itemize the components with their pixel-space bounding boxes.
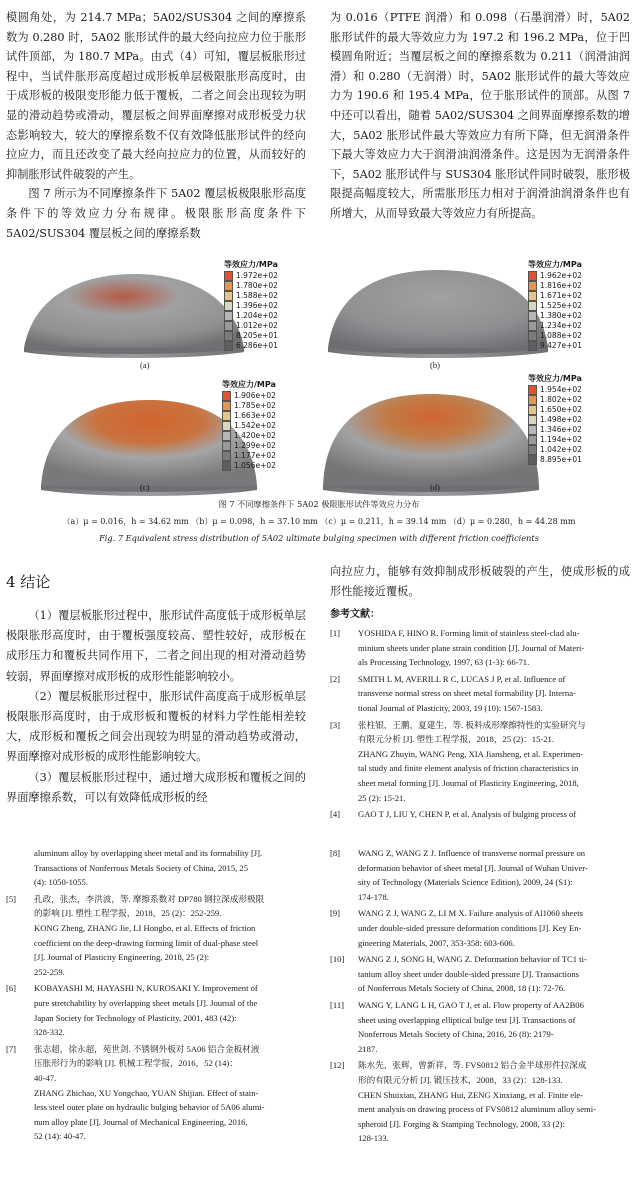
reference-number: [12] — [330, 1060, 345, 1071]
legend-value: 1.056e+02 — [234, 460, 276, 470]
reference-line: aluminum alloy by overlapping sheet metal and its formability [J]. — [34, 848, 263, 858]
legend-swatch — [224, 301, 233, 311]
legend-value: 6.286e+01 — [236, 340, 278, 350]
reference-line: less steel outer plate on hydraulic bulging behavior of 5A06 alumi- — [34, 1102, 265, 1113]
reference-line: 25 (2): 15-21. — [358, 792, 406, 803]
reference-line: 52 (14): 40-47. — [34, 1131, 86, 1142]
reference-number: [9] — [330, 908, 341, 919]
reference-item — [330, 952, 630, 996]
legend-row — [222, 421, 276, 431]
legend-value: 1.671e+02 — [540, 290, 582, 300]
reference-text — [358, 906, 630, 950]
legend-rows-d — [528, 385, 582, 465]
reference-text — [34, 1042, 306, 1144]
reference-line: ZHANG Zhichao, XU Yongchao, YUAN Shijian. Effect of stain- — [34, 1087, 259, 1098]
legend-swatch — [222, 431, 231, 441]
legend-row — [222, 461, 276, 471]
reference-line: YOSHIDA F, HINO R. Forming limit of stainless steel-clad alu- — [358, 628, 580, 638]
reference-item — [330, 1058, 630, 1146]
legend-swatch — [528, 385, 537, 395]
legend-row — [528, 455, 582, 465]
reference-line: 孔政，张杰，李洪波，等. 摩擦系数对 DP780 钢拉深成形极限 — [34, 893, 265, 904]
reference-line: tal study and finite element analysis of friction characteristics in — [358, 763, 579, 774]
reference-line: sheet metal forming [J]. Journal of Plasticity Engineering, 2018, — [358, 777, 579, 788]
reference-line: under double-sided pressure deformation conditions [J]. Key En- — [358, 922, 582, 933]
legend-row — [528, 271, 582, 281]
legend-row — [528, 435, 582, 445]
reference-text — [358, 718, 630, 806]
reference-text — [34, 846, 306, 890]
conclusion-3-continued: 向拉应力，能够有效抑制成形板破裂的产生，使成形板的成形性能接近覆板。 — [330, 565, 630, 598]
reference-number: [11] — [330, 999, 344, 1010]
legend-swatch — [528, 405, 537, 415]
reference-item — [330, 807, 630, 822]
reference-item — [330, 906, 630, 950]
legend-swatch — [224, 321, 233, 331]
reference-line: 张柱银，王鹏，夏建生，等. 板料成形摩擦特性的实验研究与 — [358, 719, 586, 730]
legend-swatch — [528, 425, 537, 435]
reference-line: transverse normal stress on sheet metal formability [J]. Interna- — [358, 688, 576, 699]
panel-a-label: (a) — [140, 360, 150, 370]
legend-value: 1.954e+02 — [540, 384, 582, 394]
legend-row — [222, 391, 276, 401]
legend-value: 9.427e+01 — [540, 340, 582, 350]
reference-item — [330, 718, 630, 806]
legend-value: 1.962e+02 — [540, 270, 582, 280]
legend-c — [222, 380, 276, 471]
legend-swatch — [528, 271, 537, 281]
reference-line: spheroid [J]. Forging & Stamping Technology, 2008, 33 (2): — [358, 1118, 565, 1129]
legend-row — [224, 301, 278, 311]
reference-item — [6, 846, 306, 890]
legend-row — [224, 341, 278, 351]
legend-row — [224, 281, 278, 291]
legend-swatch — [528, 321, 537, 331]
reference-line: SMITH L M, AVERILL R C, LUCAS J P, et al. Influence of — [358, 673, 566, 684]
legend-row — [528, 385, 582, 395]
reference-text — [358, 626, 630, 670]
legend-value: 1.663e+02 — [234, 410, 276, 420]
legend-value: 1.042e+02 — [540, 444, 582, 454]
reference-item — [330, 626, 630, 670]
legend-value: 1.498e+02 — [540, 414, 582, 424]
legend-swatch — [222, 421, 231, 431]
legend-swatch — [528, 395, 537, 405]
reference-number: [2] — [330, 673, 341, 684]
reference-line: 陈水先，张辉，曾新祥，等. FVS0812 铝合金半球形件拉深成 — [358, 1060, 587, 1071]
body-paragraph-3: 为 0.016（PTFE 润滑）和 0.098（石墨润滑）时，5A02 胀形试件的最大等效应力为 197.2 和 196.2 MPa，位于凹模圆角附近；当覆层板之间的摩擦系数为 0.211（润滑油润滑）和 0.280（无润滑）时，5A02 胀形试件的最大等效应力为 190.6 和 195.4 MPa，位于胀形试件的顶部。从图 7 中还可以看出，随着 5A02/SUS304 之间界面摩擦系数的增大，5A02 胀形试件最大等效应力有所下降，但无润滑条件下最大等效应力大于润滑油润滑条件。这是因为无润滑条件下，5A02 胀形试件与 SUS304 胀形试件同时破裂，胀形极限提高幅度较大，所需胀形压力相对于润滑油润滑条件也有所增大，从而导致最大等效应力有所提高。 — [330, 11, 630, 220]
legend-row — [528, 331, 582, 341]
legend-row — [224, 311, 278, 321]
body-paragraph-2: 图 7 所示为不同摩擦条件下 5A02 覆层板极限胀形高度条件下的等效应力分布规律。极限胀形高度条件下 5A02/SUS304 覆层板之间的摩擦系数 — [6, 187, 306, 240]
reference-line: deformation behavior of sheet metal [J]. Journal of Wuhan Univer- — [358, 862, 588, 873]
legend-value: 1.780e+02 — [236, 280, 278, 290]
reference-item — [330, 998, 630, 1056]
legend-row — [528, 405, 582, 415]
reference-line: GAO T J, LIU Y, CHEN P, et al. Analysis of bulging process of — [358, 809, 577, 820]
legend-value: 8.205e+01 — [236, 330, 278, 340]
references-right-bottom — [330, 846, 630, 1148]
reference-number: [5] — [6, 893, 17, 904]
legend-value: 1.380e+02 — [540, 310, 582, 320]
legend-row — [224, 271, 278, 281]
figure-caption-en: Fig. 7 Equivalent stress distribution of 5A02 ultimate bulging specimen with different friction coefficients — [99, 533, 539, 543]
reference-line: 174-178. — [358, 891, 389, 902]
conclusions — [6, 606, 306, 808]
legend-row — [528, 301, 582, 311]
top-left-column — [6, 8, 306, 243]
panel-d-label: (d) — [430, 482, 440, 492]
reference-text — [34, 892, 306, 980]
legend-value: 1.816e+02 — [540, 280, 582, 290]
legend-a — [224, 260, 278, 351]
panel-a-dome — [14, 268, 254, 362]
legend-value: 1.177e+02 — [234, 450, 276, 460]
references-left-bottom — [6, 846, 306, 1146]
reference-line: num alloy plate [J]. Journal of Mechanical Engineering, 2016, — [34, 1116, 248, 1127]
reference-line: 有限元分析 [J]. 塑性工程学报，2018，25 (2)：15-21. — [358, 734, 554, 745]
legend-row — [528, 321, 582, 331]
reference-line: Transactions of Nonferrous Metals Society of China, 2015, 25 — [34, 862, 249, 873]
legend-row — [528, 415, 582, 425]
legend-swatch — [224, 281, 233, 291]
legend-swatch — [224, 341, 233, 351]
legend-value: 1.525e+02 — [540, 300, 582, 310]
legend-value: 1.906e+02 — [234, 390, 276, 400]
conclusion-2: （2）覆层板胀形过程中，胀形试件高度高于成形板单层极限胀形高度时，由于成形板和覆板的材料力学性能相差较大，成形板和覆板之间会出现较为明显的滑动趋势或滑动，界面摩擦对成形板的成形性能影响较大。 — [6, 689, 306, 764]
legend-title-a: 等效应力/MPa — [224, 260, 278, 269]
legend-row — [528, 425, 582, 435]
legend-row — [222, 441, 276, 451]
reference-text — [358, 1058, 630, 1146]
legend-swatch — [528, 455, 537, 465]
legend-swatch — [222, 401, 231, 411]
legend-row — [224, 331, 278, 341]
legend-value: 1.802e+02 — [540, 394, 582, 404]
reference-line: Japan Society for Technology of Plasticity, 2001, 483 (42): — [34, 1012, 237, 1023]
legend-swatch — [528, 445, 537, 455]
reference-line: ment analysis on drawing process of FVS0812 aluminum alloy semi- — [358, 1104, 596, 1115]
legend-swatch — [222, 451, 231, 461]
references-title: 参考文献： — [330, 609, 380, 620]
legend-swatch — [528, 415, 537, 425]
reference-line: 的影响 [J]. 塑性工程学报，2018，25 (2)：252-259. — [34, 908, 222, 919]
legend-b — [528, 260, 582, 351]
reference-text — [358, 998, 630, 1056]
legend-title-c: 等效应力/MPa — [222, 380, 276, 389]
reference-line: [J]. Journal of Plasticity Engineering, 2018, 25 (2): — [34, 952, 210, 963]
legend-value: 1.346e+02 — [540, 424, 582, 434]
legend-rows-b — [528, 271, 582, 351]
reference-line: of Nonferrous Metals Society of China, 2008, 18 (1): 72-76. — [358, 983, 566, 994]
legend-row — [528, 341, 582, 351]
legend-row — [222, 451, 276, 461]
legend-value: 1.396e+02 — [236, 300, 278, 310]
reference-line: 形的有限元分析 [J]. 锻压技术，2008，33 (2)：128-133. — [358, 1074, 563, 1085]
legend-swatch — [222, 411, 231, 421]
reference-item — [330, 672, 630, 716]
legend-swatch — [528, 311, 537, 321]
legend-value: 1.204e+02 — [236, 310, 278, 320]
reference-item — [6, 981, 306, 1039]
panel-b-label: (b) — [430, 360, 440, 370]
legend-row — [528, 291, 582, 301]
legend-value: 1.972e+02 — [236, 270, 278, 280]
legend-swatch — [222, 441, 231, 451]
reference-text — [358, 807, 630, 822]
conclusion-3: （3）覆层板胀形过程中，通过增大成形板和覆板之间的界面摩擦系数，可以有效降低成形板的经 — [6, 770, 306, 804]
reference-text — [34, 981, 306, 1039]
reference-item — [6, 1042, 306, 1144]
legend-value: 1.088e+02 — [540, 330, 582, 340]
legend-row — [224, 291, 278, 301]
legend-value: 1.588e+02 — [236, 290, 278, 300]
reference-line: KOBAYASHI M, HAYASHI N, KUROSAKI Y. Improvement of — [34, 983, 258, 994]
legend-value: 1.234e+02 — [540, 320, 582, 330]
reference-number: [1] — [330, 628, 341, 638]
legend-value: 1.194e+02 — [540, 434, 582, 444]
legend-value: 1.420e+02 — [234, 430, 276, 440]
legend-swatch — [528, 281, 537, 291]
reference-number: [6] — [6, 983, 17, 994]
legend-swatch — [528, 301, 537, 311]
legend-row — [528, 395, 582, 405]
legend-swatch — [224, 291, 233, 301]
reference-line: sity of Technology (Materials Science Edition), 2009, 24 (S1): — [358, 877, 573, 888]
reference-line: minium sheets under plane strain condition [J]. Journal of Materi- — [358, 642, 585, 653]
reference-line: ZHANG Zhuyin, WANG Peng, XIA Jiansheng, et al. Experimen- — [358, 748, 584, 759]
legend-value: 1.785e+02 — [234, 400, 276, 410]
reference-line: tional Journal of Plasticity, 2003, 19 (10): 1567-1583. — [358, 702, 543, 713]
legend-value: 1.299e+02 — [234, 440, 276, 450]
reference-line: Nonferrous Metals Society of China, 2016, 26 (8): 2179- — [358, 1029, 554, 1040]
reference-line: (4): 1050-1055. — [34, 877, 88, 888]
reference-number: [8] — [330, 848, 341, 858]
reference-line: als Processing Technology, 1997, 63 (1-3): 66-71. — [358, 657, 530, 668]
legend-row — [528, 281, 582, 291]
reference-item — [6, 892, 306, 980]
references-right-top — [330, 626, 630, 824]
reference-line: 252-259. — [34, 966, 65, 977]
reference-line: 2187. — [358, 1043, 378, 1054]
reference-line: WANG Y, LANG L H, GAO T J, et al. Flow property of AA2B06 — [358, 999, 584, 1010]
figure-caption-cn: 图 7 不同摩擦条件下 5A02 极限胀形试件等效应力分布 — [218, 499, 420, 509]
reference-line: 压胀形行为的影响 [J]. 机械工程学报，2016，52 (14)： — [34, 1058, 238, 1069]
legend-row — [224, 321, 278, 331]
reference-line: tanium alloy sheet under double-sided pressure [J]. Transactions — [358, 968, 580, 979]
legend-value: 8.895e+01 — [540, 454, 582, 464]
legend-title-b: 等效应力/MPa — [528, 260, 582, 269]
legend-swatch — [224, 311, 233, 321]
reference-number: [3] — [330, 719, 341, 730]
section-title: 4 结论 — [6, 573, 51, 591]
legend-row — [222, 411, 276, 421]
reference-text — [358, 846, 630, 904]
conclusion-1: （1）覆层板胀形过程中，胀形试件高度低于成形板单层极限胀形高度时，由于覆板强度较高、塑性较好，成形板在成形压力和覆板共同作用下，二者之间出现的相对滑动趋势较弱，界面摩擦对成形板的成形性能影响较小。 — [6, 609, 306, 683]
reference-number — [6, 846, 34, 890]
legend-swatch — [528, 291, 537, 301]
legend-swatch — [224, 331, 233, 341]
legend-row — [528, 311, 582, 321]
conclusion-continuation — [330, 562, 630, 601]
panel-c-label: (c) — [140, 482, 150, 492]
reference-text — [358, 952, 630, 996]
panel-b-dome — [318, 266, 558, 362]
reference-number: [4] — [330, 809, 341, 820]
reference-number: [7] — [6, 1043, 17, 1054]
legend-rows-a — [224, 271, 278, 351]
reference-line: coefficient on the deep-drawing forming limit of dual-phase steel — [34, 937, 259, 948]
legend-swatch — [528, 341, 537, 351]
legend-value: 1.542e+02 — [234, 420, 276, 430]
reference-line: pure stretchability by overlapping sheet metals [J]. Journal of the — [34, 997, 258, 1008]
reference-line: WANG Z J, SONG H, WANG Z. Deformation behavior of TC1 ti- — [358, 954, 587, 965]
figure-caption-params: （a）μ = 0.016，h = 34.62 mm （b）μ = 0.098，h = 37.10 mm （c）μ = 0.211，h = 39.14 mm （d）μ = 0.280，h = 44.28 mm — [62, 517, 576, 526]
legend-title-d: 等效应力/MPa — [528, 374, 582, 383]
reference-number: [10] — [330, 954, 345, 965]
legend-swatch — [222, 461, 231, 471]
reference-item — [330, 846, 630, 904]
legend-swatch — [222, 391, 231, 401]
legend-row — [222, 401, 276, 411]
legend-swatch — [528, 435, 537, 445]
reference-line: WANG Z, WANG Z J. Influence of transverse normal pressure on — [358, 848, 586, 858]
reference-line: CHEN Shuixian, ZHANG Hui, ZENG Xinxiang, et al. Finite ele- — [358, 1089, 584, 1100]
legend-value: 1.650e+02 — [540, 404, 582, 414]
reference-line: WANG Z J, WANG Z, LI M X. Failure analysis of Al1060 sheets — [358, 908, 583, 919]
top-right-column — [330, 8, 630, 224]
legend-rows-c — [222, 391, 276, 471]
reference-text — [358, 672, 630, 716]
reference-line: KONG Zheng, ZHANG Jie, LI Hongbo, et al. Effects of friction — [34, 922, 256, 933]
reference-line: gineering Materials, 2007, 353-358: 603-606. — [358, 937, 515, 948]
legend-row — [528, 445, 582, 455]
legend-value: 1.012e+02 — [236, 320, 278, 330]
legend-row — [222, 431, 276, 441]
reference-line: 328-332. — [34, 1027, 65, 1038]
reference-line: sheet using overlapping elliptical bulge test [J]. Transactions of — [358, 1014, 576, 1025]
legend-swatch — [224, 271, 233, 281]
legend-swatch — [528, 331, 537, 341]
reference-line: 40-47. — [34, 1072, 57, 1083]
reference-line: 张志超，徐永超，苑世剑. 不锈钢外板对 5A06 铝合金板材液 — [34, 1043, 260, 1054]
body-paragraph-1: 模圆角处，为 214.7 MPa；5A02/SUS304 之间的摩擦系数为 0.280 时，5A02 胀形试件的最大经向拉应力位于胀形试件顶部，为 180.7 MPa。由式（4）可知，覆层板胀形过程中，当试件胀形高度超过成形板单层极限胀形高度时，由于成形板的极限变形能力低于覆板，二者之间会出现较为明显的滑动趋势或滑动，覆层板之间界面摩擦对成形板受力状态影响较大，较大的摩擦系数不仅有效降低胀形试件的经向拉应力，而且还改变了最大经向拉应力的位置，从而较好的抑制胀形试件破裂的产生。 — [6, 11, 306, 181]
reference-line: 128-133. — [358, 1133, 389, 1144]
legend-d — [528, 374, 582, 465]
